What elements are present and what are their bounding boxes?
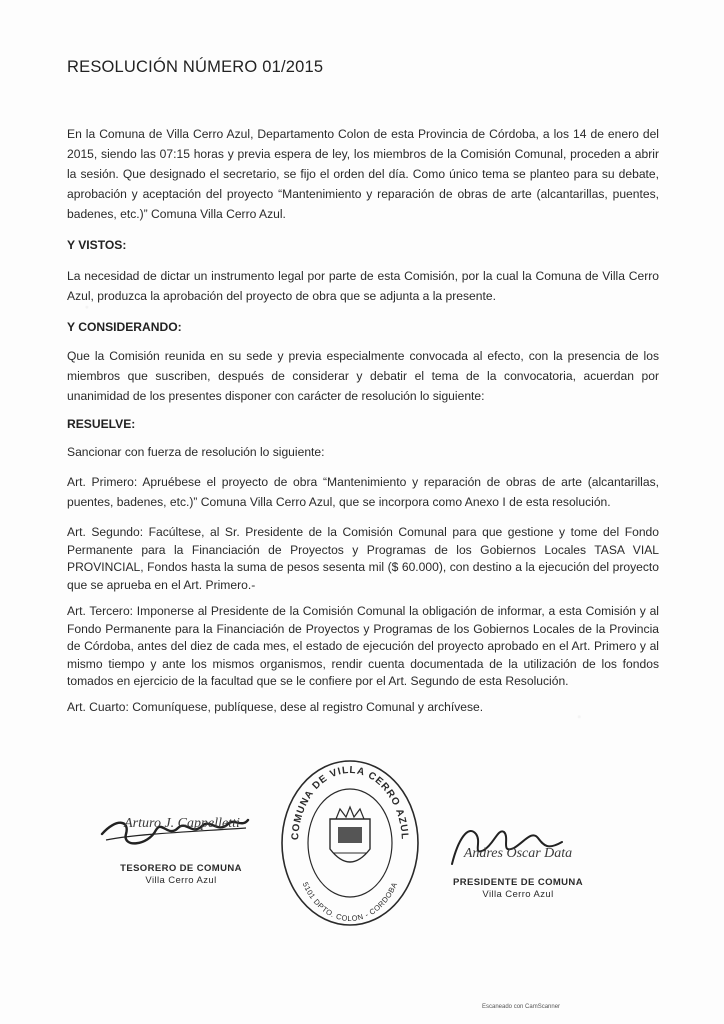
signature-president [438, 820, 598, 901]
article-primero: Art. Primero: Apruébese el proyecto de obra “Mantenimiento y reparación de obras de arte (alcantarillas, puentes, badenes, etc.)” Comuna Villa Cerro Azul, que se incorpora como Anexo I de esta resolución. [67, 475, 659, 509]
vistos-paragraph: La necesidad de dictar un instrumento legal por parte de esta Comisión, por la cual la Comuna de Villa Cerro Azul, produzca la aprobación del proyecto de obra que se adjunta a la presente. [67, 269, 659, 303]
considerando-paragraph: Que la Comisión reunida en su sede y previa especialmente convocada al efecto, con la presencia de los miembros que suscriben, después de considerar y debatir el tema de la convocatoria, acuerdan por unanimidad de los presentes disponer con carácter de resolución lo siguiente: [67, 349, 659, 403]
president-name: Andres Oscar Data [463, 846, 573, 861]
comuna-seal [278, 757, 422, 929]
treasurer-place: Villa Cerro Azul [145, 875, 217, 886]
article-segundo: Art. Segundo: Facúltese, al Sr. Presidente de la Comisión Comunal para que gestione y tome del Fondo Permanente para la Financiación de Proyectos y Programas de los Gobiernos Locales TASA VIAL PROVINCIAL, Fondos hasta la suma de pesos sesenta mil ($ 60.000), con destino a la ejecución del proyecto que se aprueba en el Art. Primero.- [67, 525, 659, 592]
seal-bottom-text: 5101 DPTO. COLON - CORDOBA [300, 880, 400, 924]
treasurer-role: TESORERO DE COMUNA [120, 863, 242, 874]
document-title: RESOLUCIÓN NÚMERO 01/2015 [67, 58, 324, 76]
seal-top-text: COMUNA DE VILLA CERRO AZUL [289, 764, 411, 841]
intro-paragraph: En la Comuna de Villa Cerro Azul, Departamento Colon de esta Provincia de Córdoba, a los 14 de enero del 2015, siendo las 07:15 horas y previa espera de ley, los miembros de la Comisión Comunal, proceden a abrir la sesión. Que designado el secretario, se fijo el orden del día. Como único tema se planteo para su debate, aprobación y aceptación del proyecto “Mantenimiento y reparación de obras de arte (alcantarillas, puentes, badenes, etc.)” Comuna Villa Cerro Azul. [67, 127, 659, 221]
scanner-footer: Escaneado con CamScanner [482, 1004, 561, 1010]
signature-treasurer [96, 812, 266, 887]
treasurer-name: Arturo J. Cappelletti [124, 816, 240, 831]
resuelve-intro: Sancionar con fuerza de resolución lo siguiente: [67, 445, 325, 459]
considerando-heading: Y CONSIDERANDO: [67, 320, 182, 334]
vistos-heading: Y VISTOS: [67, 238, 127, 252]
svg-text:5101 DPTO. COLON - CORDOBA [301, 881, 400, 923]
president-role: PRESIDENTE DE COMUNA [453, 877, 583, 888]
article-tercero: Art. Tercero: Imponerse al Presidente de la Comisión Comunal la obligación de informar, a esta Comisión y al Fondo Permanente para la Financiación de Proyectos y Programas de los Gobiernos Locales de la Provincia de Córdoba, antes del diez de cada mes, el estado de ejecución del proyecto aprobado en el Art. Primero y al mismo tiempo y ante los mismos organismos, rendir cuenta documentada de la utilización de los fondos tomados en ejercicio de la facultad que se le confiere por el Art. Segundo de esta Resolución. [67, 604, 659, 688]
handwritten-signature-right [438, 820, 598, 870]
coat-of-arms-icon [330, 807, 370, 862]
article-cuarto: Art. Cuarto: Comuníquese, publíquese, dese al registro Comunal y archívese. [67, 700, 484, 714]
president-place: Villa Cerro Azul [482, 889, 554, 900]
resuelve-heading: RESUELVE: [67, 417, 136, 431]
